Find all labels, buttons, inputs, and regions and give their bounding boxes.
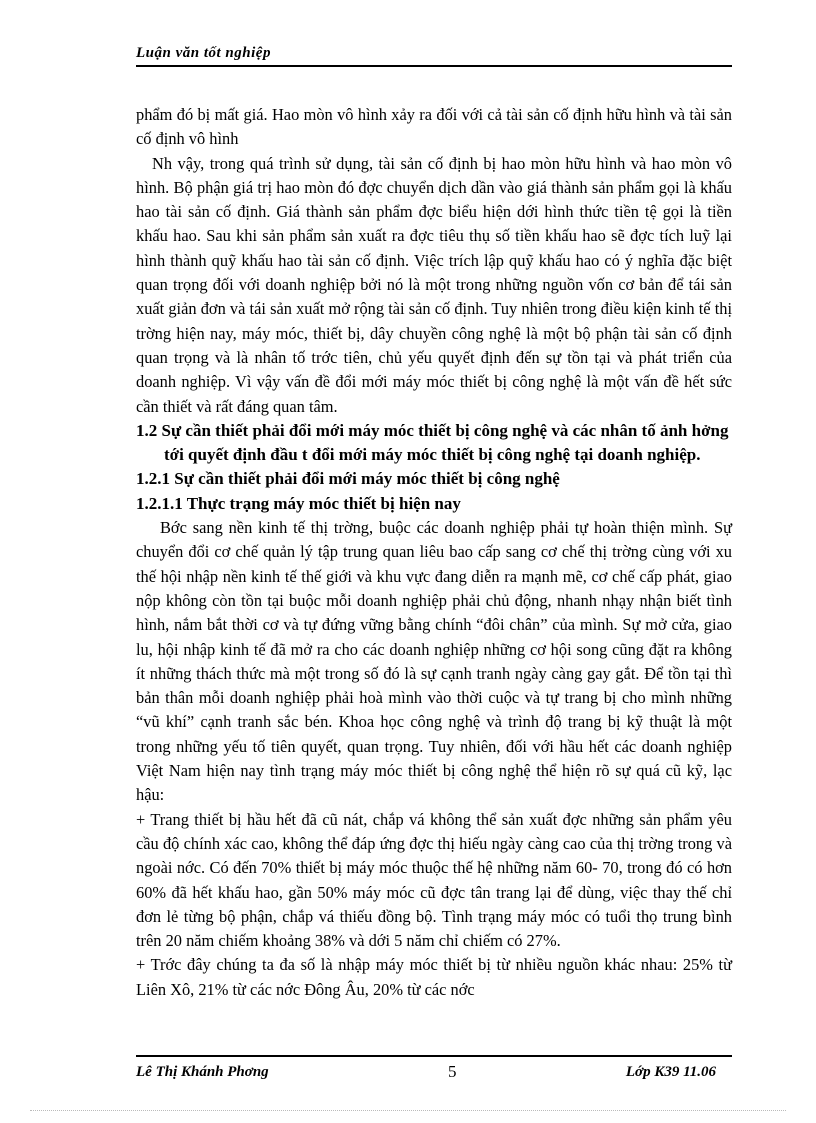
paragraph: Nh vậy, trong quá trình sử dụng, tài sản cố định bị hao mòn hữu hình và hao mòn vô hình. Bộ phận giá trị hao mòn đó đợc chuyển dịch dần vào giá thành sản phẩm gọi là khấu hao tài sản cố định. Giá thành sản phẩm đợc biểu hiện dới hình thức tiền tệ gọi là tiền khấu hao. Sau khi sản phẩm sản xuất ra đợc tiêu thụ số tiền khấu hao sẽ đợc tích luỹ lại hình thành quỹ khấu hao tài sản cố định. Việc trích lập quỹ khấu hao có ý nghĩa đặc biệt quan trọng đối với doanh nghiệp bởi nó là một trong những nguồn vốn cơ bản để tái sản xuất giản đơn và tái sản xuất mở rộng tài sản cố định. Tuy nhiên trong điều kiện kinh tế thị trờng hiện nay, máy móc, thiết bị, dây chuyền công nghệ là một bộ phận tài sản cố định quan trọng và là nhân tố trớc tiên, chủ yếu quyết định đến sự tồn tại và phát triển của doanh nghiệp. Vì vậy vấn đề đổi mới máy móc thiết bị công nghệ là một vấn đề hết sức cần thiết và rất đáng quan tâm. [136, 153, 732, 416]
page-body [136, 103, 732, 1002]
section-heading-1-2: 1.2 Sự cần thiết phải đổi mới máy móc thiết bị công nghệ và các nhân tố ảnh hởng tới quyết định đầu t đổi mới máy móc thiết bị công nghệ tại doanh nghiệp. [136, 420, 729, 465]
section-heading-1-2-1-1: 1.2.1.1 Thực trạng máy móc thiết bị hiện nay [136, 493, 461, 513]
footer-class: Lớp K39 11.06 [625, 1064, 716, 1080]
footer-author: Lê Thị Khánh Phơng [136, 1064, 269, 1080]
page-edge-divider [30, 1110, 786, 1111]
paragraph: phẩm đó bị mất giá. Hao mòn vô hình xảy ra đối với cả tài sản cố định hữu hình và tài sản cố định vô hình [136, 105, 732, 149]
footer-divider [136, 1055, 732, 1057]
page-number: 5 [448, 1062, 457, 1081]
section-heading-1-2-1: 1.2.1 Sự cần thiết phải đổi mới máy móc thiết bị công nghệ [136, 469, 560, 489]
header-divider [136, 65, 732, 67]
bullet-paragraph: + Trớc đây chúng ta đa số là nhập máy móc thiết bị từ nhiều nguồn khác nhau: 25% từ Liên Xô, 21% từ các nớc Đông Âu, 20% từ các nớc [136, 955, 732, 999]
paragraph: Bớc sang nền kinh tế thị trờng, buộc các doanh nghiệp phải tự hoàn thiện mình. Sự chuyển đổi cơ chế quản lý tập trung quan liêu bao cấp sang cơ chế thị trờng cùng với xu thế hội nhập nền kinh tế thế giới và khu vực đang diễn ra mạnh mẽ, cơ chế cấp phát, giao nộp không còn tồn tại buộc mỗi doanh nghiệp phải chủ động, nhanh nhạy nhận biết tình hình, nắm bắt thời cơ và tự đứng vững bằng chính “đôi chân” của mình. Sự mở cửa, giao lu, hội nhập kinh tế đã mở ra cho các doanh nghiệp những cơ hội song cũng đặt ra không ít những thách thức mà một trong số đó là sự cạnh tranh ngày càng gay gắt. Để tồn tại thì bản thân mỗi doanh nghiệp phải hoà mình vào thời cuộc và tự trang bị cho mình những “vũ khí” cạnh tranh sắc bén. Khoa học công nghệ và trình độ trang bị kỹ thuật là một trong những yếu tố tiên quyết, quan trọng. Tuy nhiên, đối với hầu hết các doanh nghiệp Việt Nam hiện nay tình trạng máy móc thiết bị công nghệ thể hiện rõ sự quá cũ kỹ, lạc hậu: [136, 518, 732, 805]
page-footer [136, 1062, 732, 1082]
bullet-paragraph: + Trang thiết bị hầu hết đã cũ nát, chắp vá không thể sản xuất đợc những sản phẩm yêu cầu độ chính xác cao, không thể đáp ứng đợc thị hiếu ngày càng cao của thị trờng trong và ngoài nớc. Có đến 70% thiết bị máy móc thuộc thế hệ những năm 60- 70, trong đó có hơn 60% đã hết khấu hao, gần 50% máy móc cũ đợc tân trang lại để dùng, việc thay thế chỉ đơn lẻ từng bộ phận, chắp vá thiếu đồng bộ. Tình trạng máy móc có tuổi thọ trung bình trên 20 năm chiếm khoảng 38% và dới 5 năm chỉ chiếm có 27%. [136, 809, 732, 951]
page-header-title: Luận văn tốt nghiệp [136, 45, 271, 61]
